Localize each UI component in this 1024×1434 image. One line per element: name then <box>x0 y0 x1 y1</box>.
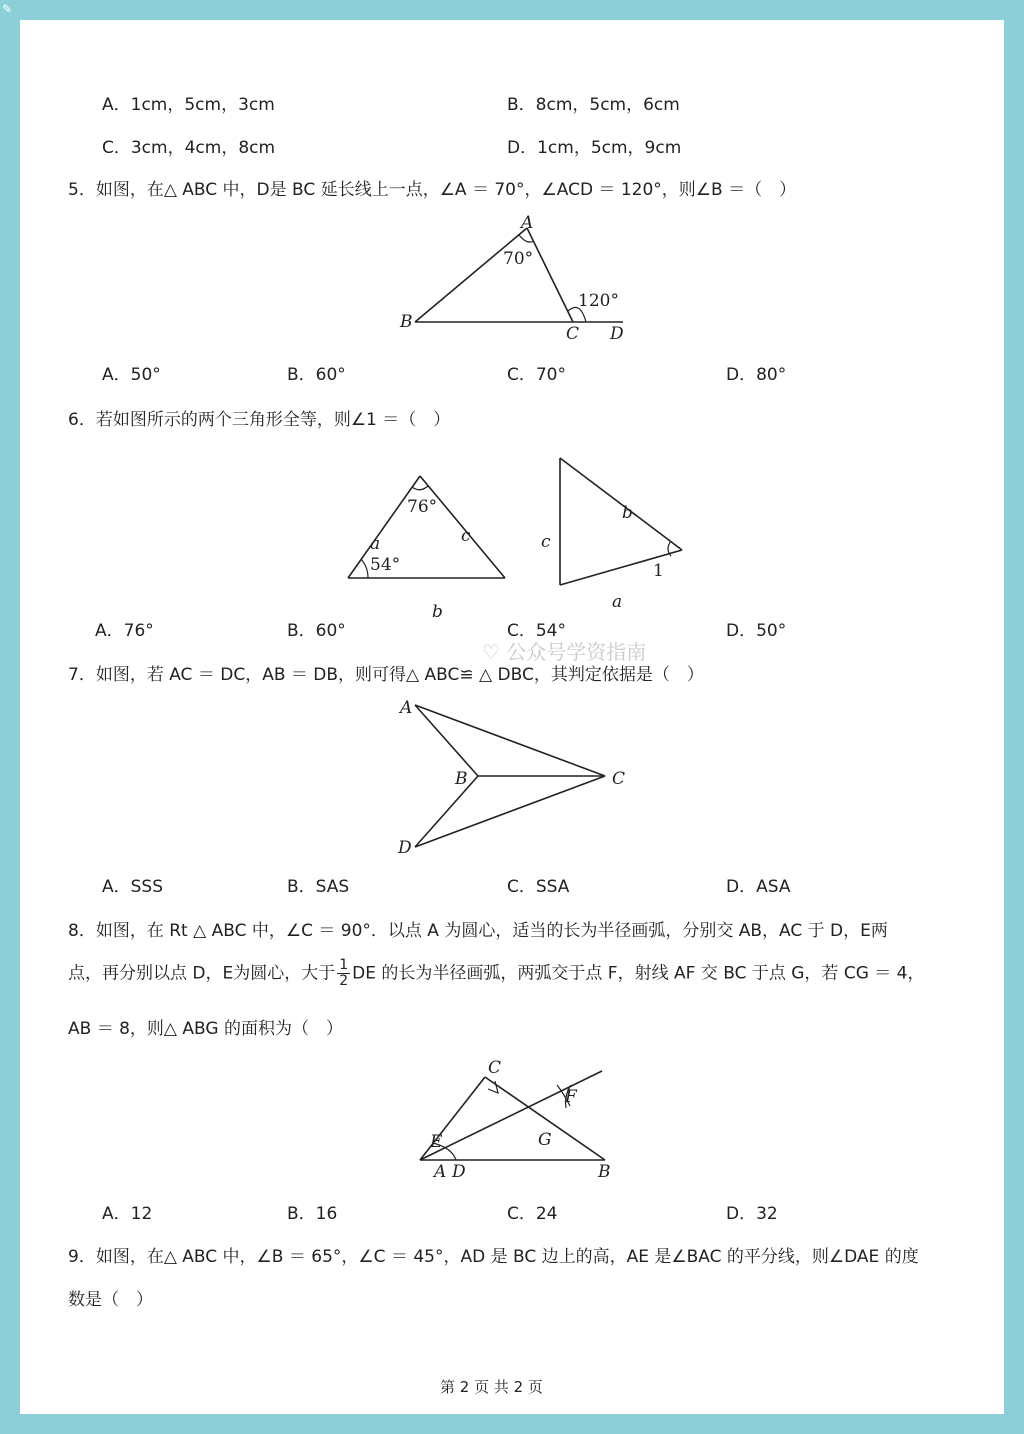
q5-stem: 5．如图，在△ ABC 中，D是 BC 延长线上一点，∠A ＝ 70°，∠ACD ＝ 120°，则∠B ＝（ ） <box>68 180 797 200</box>
q8-option-a: A．12 <box>102 1204 153 1224</box>
q8-fraction: $\frac{1}{2}$ <box>339 957 349 989</box>
q6-option-b: B．60° <box>287 621 346 641</box>
q7-option-c: C．SSA <box>507 877 570 897</box>
q5-label-d: D <box>610 324 624 344</box>
q8-option-d: D．32 <box>726 1204 778 1224</box>
q7-label-d: D <box>398 838 412 858</box>
q7-label-c: C <box>612 769 626 789</box>
q8-label-a: A <box>434 1162 447 1182</box>
q5-option-d: D．80° <box>726 365 787 385</box>
q6-left-left-angle: 54° <box>370 555 401 575</box>
corner-mark: ✎ <box>2 2 13 16</box>
q7-option-d: D．ASA <box>726 877 791 897</box>
q8-label-c: C <box>488 1058 502 1078</box>
q7-figure <box>390 695 650 860</box>
q6-stem: 6．若如图所示的两个三角形全等，则∠1 ＝（ ） <box>68 410 451 430</box>
q8-figure <box>405 1050 635 1180</box>
q5-angle-a: 70° <box>503 249 534 269</box>
q6-left-side-b: b <box>432 602 443 622</box>
q8-label-f: F <box>565 1087 577 1107</box>
q8-label-e: E <box>430 1132 443 1152</box>
q6-figure <box>330 445 720 622</box>
q7-label-b: B <box>455 769 468 789</box>
q8-label-b: B <box>598 1162 611 1182</box>
q7-option-b: B．SAS <box>287 877 350 897</box>
q6-left-side-a: a <box>370 534 381 554</box>
q9-line-2: 数是（ ） <box>68 1290 153 1310</box>
q8-option-c: C．24 <box>507 1204 558 1224</box>
q6-option-d: D．50° <box>726 621 787 641</box>
q6-right-side-b: b <box>622 503 633 523</box>
q4-option-d: D．1cm，5cm，9cm <box>507 138 682 158</box>
q4-option-c: C．3cm，4cm，8cm <box>102 138 276 158</box>
worksheet-page <box>20 20 1004 1414</box>
q7-stem: 7．如图，若 AC ＝ DC，AB ＝ DB，则可得△ ABC≌ △ DBC，其判定依据是（ ） <box>68 665 704 685</box>
q5-option-c: C．70° <box>507 365 567 385</box>
q5-option-b: B．60° <box>287 365 346 385</box>
q8-label-g: G <box>538 1130 552 1150</box>
q5-option-a: A．50° <box>102 365 161 385</box>
q5-label-c: C <box>566 324 580 344</box>
q9-line-1: 9．如图，在△ ABC 中，∠B ＝ 65°，∠C ＝ 45°，AD 是 BC 边上的高，AE 是∠BAC 的平分线，则∠DAE 的度 <box>68 1247 919 1267</box>
q4-option-b: B．8cm，5cm，6cm <box>507 95 680 115</box>
q7-label-a: A <box>400 698 413 718</box>
q6-right-side-a: a <box>612 592 623 612</box>
q6-right-angle-1: 1 <box>653 561 664 581</box>
watermark-heart-icon: ♡ <box>482 640 507 664</box>
q8-option-b: B．16 <box>287 1204 338 1224</box>
q6-left-top-angle: 76° <box>407 497 438 517</box>
q8-line-1: 8．如图，在 Rt △ ABC 中，∠C ＝ 90°．以点 A 为圆心，适当的长为半径画弧，分别交 AB，AC 于 D，E两 <box>68 921 888 941</box>
q5-angle-acd: 120° <box>578 291 619 311</box>
q6-right-side-c: c <box>541 532 551 552</box>
page-footer: 第 2 页 共 2 页 <box>440 1378 543 1396</box>
watermark: ♡ 公众号学资指南 <box>482 640 647 664</box>
q6-left-side-c: c <box>461 526 471 546</box>
q4-option-a: A．1cm，5cm，3cm <box>102 95 275 115</box>
q5-label-b: B <box>400 312 413 332</box>
q8-line-3: AB ＝ 8，则△ ABG 的面积为（ ） <box>68 1019 343 1039</box>
q8-line-2: 点，再分别以点 D，E为圆心，大于 $\frac{1}{2}$ DE 的长为半径画弧，两弧交于点 F，射线 AF 交 BC 于点 G，若 CG ＝ 4， <box>68 957 925 989</box>
q6-option-a: A．76° <box>95 621 154 641</box>
q5-figure <box>390 212 660 342</box>
q5-label-a: A <box>521 213 534 233</box>
q8-label-d: D <box>452 1162 466 1182</box>
q7-option-a: A．SSS <box>102 877 164 897</box>
q6-option-c: C．54° <box>507 621 567 641</box>
